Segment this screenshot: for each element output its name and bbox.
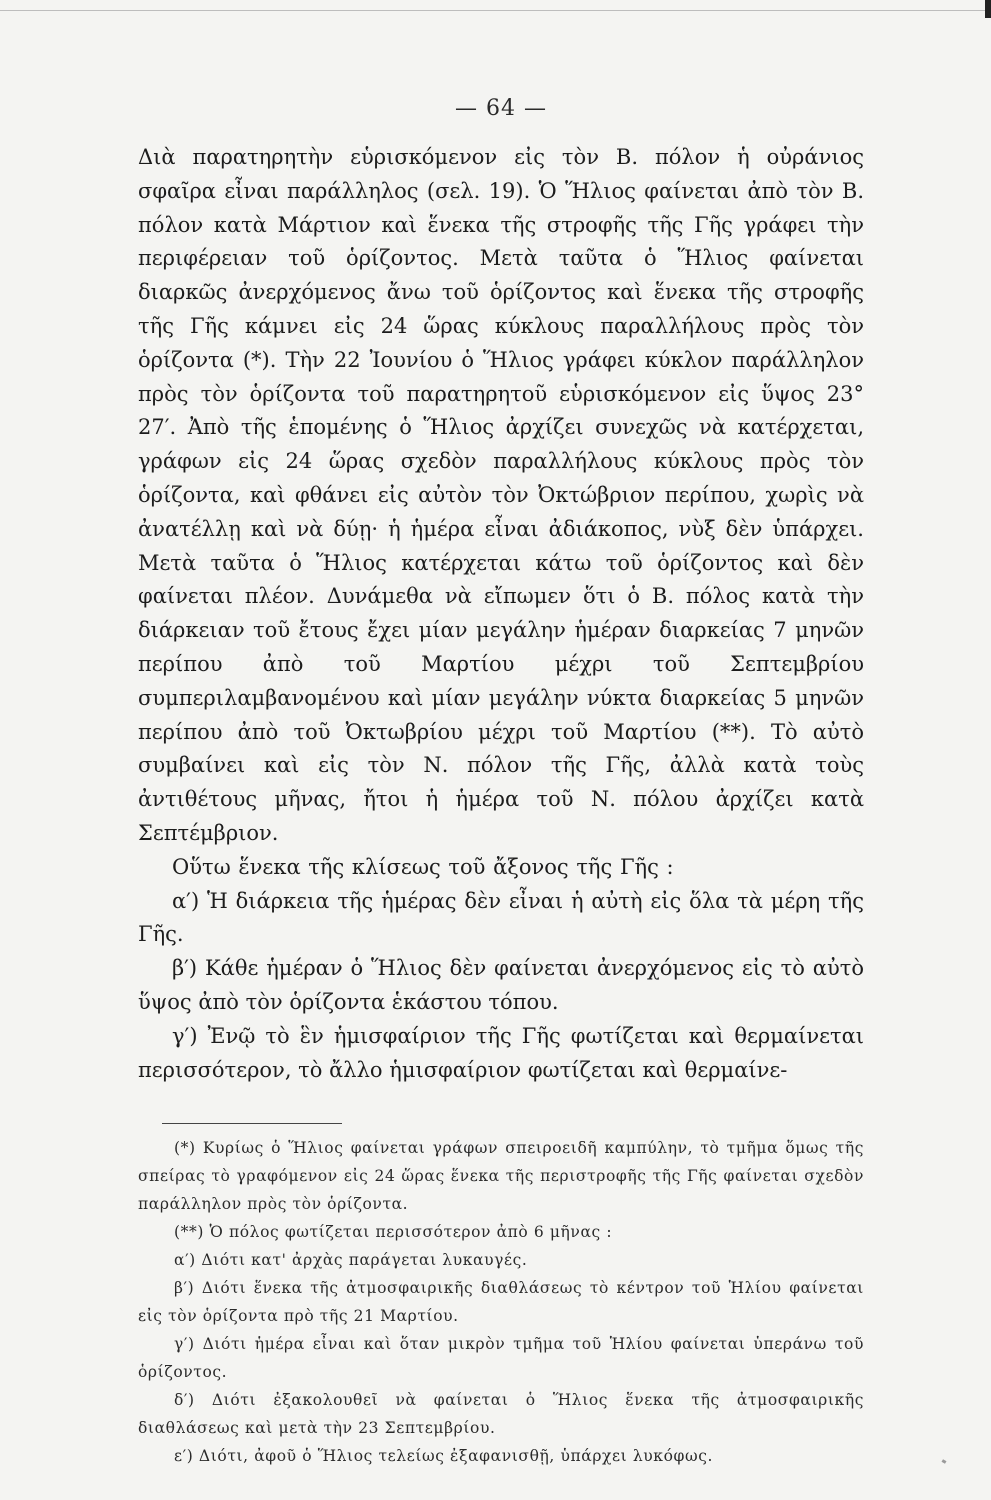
footnote-2-item-e: ε′) Διότι, ἀφοῦ ὁ Ἥλιος τελείως ἐξαφανισθῇ, ὑπάρχει λυκόφως. xyxy=(174,1447,714,1466)
footnote-divider xyxy=(162,1123,342,1124)
consequence-a: α′) Ἡ διάρκεια τῆς ἡμέρας δὲν εἶναι ἡ αὐτὴ εἰς ὅλα τὰ μέρη τῆς Γῆς. xyxy=(138,888,864,947)
footnote-2-item-a: α′) Διότι κατ' ἀρχὰς παράγεται λυκαυγές. xyxy=(174,1251,528,1270)
consequence-c: γ′) Ἐνῷ τὸ ἓν ἡμισφαίριον τῆς Γῆς φωτίζεται καὶ θερμαίνεται περισσότερον, τὸ ἄλλο ἡμισφαίριον φωτίζεται καὶ θερμαίνε- xyxy=(138,1023,864,1082)
footnote-2-item-c: γ′) Διότι ἡμέρα εἶναι καὶ ὅταν μικρὸν τμῆμα τοῦ Ἡλίου φαίνεται ὑπεράνω τοῦ ὁρίζοντος. xyxy=(138,1335,864,1382)
footnote-1: (*) Κυρίως ὁ Ἥλιος φαίνεται γράφων σπειροειδῆ καμπύλην, τὸ τμῆμα ὅμως τῆς σπείρας τὸ γραφόμενον εἰς 24 ὥρας ἕνεκα τῆς περιστροφῆς τῆς Γῆς φαίνεται σχεδὸν παράλληλον πρὸς τὸν ὁρίζοντα. xyxy=(138,1139,864,1214)
footnotes xyxy=(138,1134,864,1470)
book-page xyxy=(138,96,864,1470)
main-paragraph: Διὰ παρατηρητὴν εὑρισκόμενον εἰς τὸν Β. πόλον ἡ οὐράνιος σφαῖρα εἶναι παράλληλος (σελ. 19). Ὁ Ἥλιος φαίνεται ἀπὸ τὸν Β. πόλον κατὰ Μάρτιον καὶ ἕνεκα τῆς στροφῆς τῆς Γῆς γράφει τὴν περιφέρειαν τοῦ ὁρίζοντος. Μετὰ ταῦτα ὁ Ἥλιος φαίνεται διαρκῶς ἀνερχόμενος ἄνω τοῦ ὁρίζοντος καὶ ἕνεκα τῆς στροφῆς τῆς Γῆς κάμνει εἰς 24 ὥρας κύκλους παραλλήλους πρὸς τὸν ὁρίζοντα (*). Τὴν 22 Ἰουνίου ὁ Ἥλιος γράφει κύκλον παράλληλον πρὸς τὸν ὁρίζοντα τοῦ παρατηρητοῦ εὑρισκόμενον εἰς ὕψος 23° 27′. Ἀπὸ τῆς ἑπομένης ὁ Ἥλιος ἀρχίζει συνεχῶς νὰ κατέρχεται, γράφων εἰς 24 ὥρας σχεδὸν παραλλήλους κύκλους πρὸς τὸν ὁρίζοντα, καὶ φθάνει εἰς αὐτὸν τὸν Ὀκτώβριον περίπου, χωρὶς νὰ ἀνατέλλῃ καὶ νὰ δύῃ· ἡ ἡμέρα εἶναι ἀδιάκοπος, νὺξ δὲν ὑπάρχει. Μετὰ ταῦτα ὁ Ἥλιος κατέρχεται κάτω τοῦ ὁρίζοντος καὶ δὲν φαίνεται πλέον. Δυνάμεθα νὰ εἴπωμεν ὅτι ὁ Β. πόλος κατὰ τὴν διάρκειαν τοῦ ἔτους ἔχει μίαν μεγάλην ἡμέραν διαρκείας 7 μηνῶν περίπου ἀπὸ τοῦ Μαρτίου μέχρι τοῦ Σεπτεμβρίου συμπεριλαμβανομένου καὶ μίαν μεγάλην νύκτα διαρκείας 5 μηνῶν περίπου ἀπὸ τοῦ Ὀκτωβρίου μέχρι τοῦ Μαρτίου (**). Τὸ αὐτὸ συμβαίνει καὶ εἰς τὸν Ν. πόλον τῆς Γῆς, ἀλλὰ κατὰ τοὺς ἀντιθέτους μῆνας, ἤτοι ἡ ἡμέρα τοῦ Ν. πόλου ἀρχίζει κατὰ Σεπτέμβριον. xyxy=(138,145,864,845)
scan-binding-mark xyxy=(985,0,991,18)
consequence-b: β′) Κάθε ἡμέραν ὁ Ἥλιος δὲν φαίνεται ἀνερχόμενος εἰς τὸ αὐτὸ ὕψος ἀπὸ τὸν ὁρίζοντα ἑκάστου τόπου. xyxy=(138,956,864,1014)
footnote-2-item-d: δ′) Διότι ἐξακολουθεῖ νὰ φαίνεται ὁ Ἥλιος ἕνεκα τῆς ἀτμοσφαιρικῆς διαθλάσεως καὶ μετὰ τὴν 23 Σεπτεμβρίου. xyxy=(138,1391,864,1438)
footnote-2-item-b: β′) Διότι ἕνεκα τῆς ἀτμοσφαιρικῆς διαθλάσεως τὸ κέντρον τοῦ Ἡλίου φαίνεται εἰς τὸν ὁρίζοντα πρὸ τῆς 21 Μαρτίου. xyxy=(138,1279,864,1326)
page-number: — 64 — xyxy=(455,96,547,121)
scan-speck xyxy=(942,1459,947,1464)
scan-top-edge xyxy=(0,0,991,11)
footnote-2-intro: (**) Ὁ πόλος φωτίζεται περισσότερον ἀπὸ 6 μῆνας : xyxy=(174,1223,613,1242)
consequences-intro: Οὕτω ἕνεκα τῆς κλίσεως τοῦ ἄξονος τῆς Γῆς : xyxy=(172,854,674,879)
